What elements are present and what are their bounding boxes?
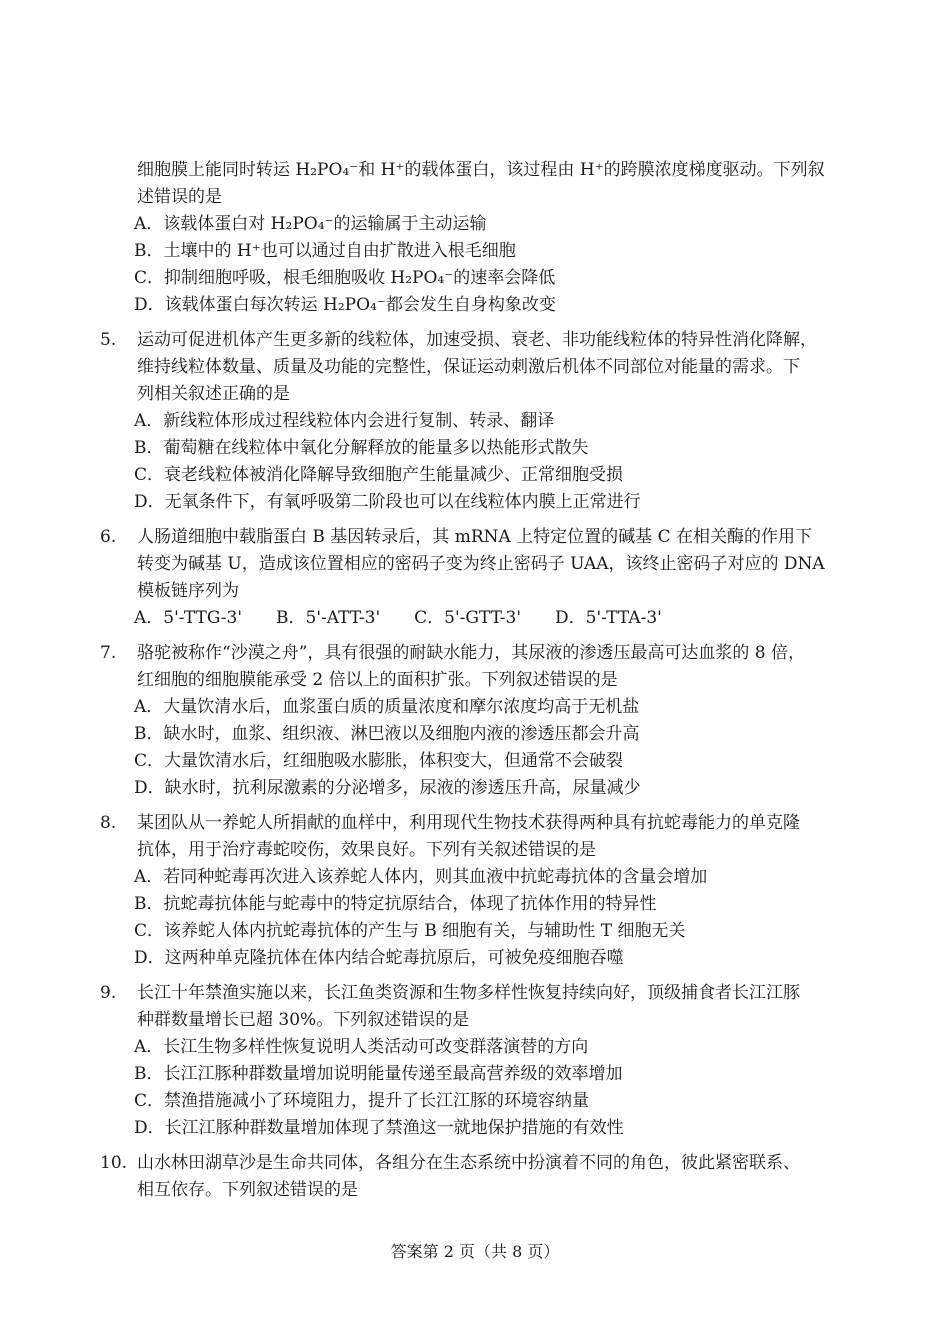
question-stem-line: 红细胞的细胞膜能承受 2 倍以上的面积扩张。下列叙述错误的是 bbox=[137, 670, 618, 690]
question-7 bbox=[100, 640, 860, 802]
question-4-continued bbox=[100, 157, 860, 319]
question-text bbox=[100, 640, 860, 667]
option-d: D．缺水时，抗利尿激素的分泌增多，尿液的渗透压升高，尿量减少 bbox=[134, 778, 641, 798]
question-10 bbox=[100, 1150, 860, 1204]
question-text bbox=[100, 524, 860, 551]
question-number: 8. bbox=[100, 813, 117, 833]
option-b: B．土壤中的 H⁺也可以通过自由扩散进入根毛细胞 bbox=[134, 241, 516, 261]
option-a: A．该载体蛋白对 H₂PO₄⁻的运输属于主动运输 bbox=[134, 214, 487, 234]
option-c: C．衰老线粒体被消化降解导致细胞产生能量减少、正常细胞受损 bbox=[134, 465, 624, 485]
question-stem-line: 相互依存。下列叙述错误的是 bbox=[137, 1180, 358, 1200]
question-stem-line: 种群数量增长已超 30%。下列叙述错误的是 bbox=[137, 1010, 470, 1030]
option-c: C．该养蛇人体内抗蛇毒抗体的产生与 B 细胞有关，与辅助性 T 细胞无关 bbox=[134, 921, 686, 941]
question-text bbox=[100, 810, 860, 837]
question-stem-line: 转变为碱基 U，造成该位置相应的密码子变为终止密码子 UAA，该终止密码子对应的 DNA bbox=[137, 554, 825, 574]
option-b: B．缺水时，血浆、组织液、淋巴液以及细胞内液的渗透压都会升高 bbox=[134, 724, 640, 744]
option-b: B．长江江豚种群数量增加说明能量传递至最高营养级的效率增加 bbox=[134, 1064, 623, 1084]
option-c: C．抑制细胞呼吸，根毛细胞吸收 H₂PO₄⁻的速率会降低 bbox=[134, 268, 556, 288]
question-stem-line: 山水林田湖草沙是生命共同体，各组分在生态系统中扮演着不同的角色，彼此紧密联系、 bbox=[137, 1153, 800, 1173]
option-a: A．长江生物多样性恢复说明人类活动可改变群落演替的方向 bbox=[134, 1037, 589, 1057]
question-stem-line: 模板链序列为 bbox=[137, 581, 239, 601]
question-text bbox=[100, 1150, 860, 1177]
option-a: A．新线粒体形成过程线粒体内会进行复制、转录、翻译 bbox=[134, 411, 555, 431]
option-d: D．该载体蛋白每次转运 H₂PO₄⁻都会发生自身构象改变 bbox=[134, 295, 556, 315]
question-text bbox=[100, 327, 860, 354]
question-stem-line: 维持线粒体数量、质量及功能的完整性，保证运动刺激后机体不同部位对能量的需求。下 bbox=[137, 357, 800, 377]
option-c: C．大量饮清水后，红细胞吸水膨胀，体积变大，但通常不会破裂 bbox=[134, 751, 624, 771]
option-d: D．长江江豚种群数量增加体现了禁渔这一就地保护措施的有效性 bbox=[134, 1118, 624, 1138]
option-b: B．抗蛇毒抗体能与蛇毒中的特定抗原结合，体现了抗体作用的特异性 bbox=[134, 894, 657, 914]
question-stem-line: 某团队从一养蛇人所捐献的血样中，利用现代生物技术获得两种具有抗蛇毒能力的单克隆 bbox=[137, 813, 800, 833]
page-content bbox=[100, 157, 860, 1204]
question-number: 10. bbox=[100, 1153, 128, 1173]
option-b: B．葡萄糖在线粒体中氧化分解释放的能量多以热能形式散失 bbox=[134, 438, 589, 458]
question-number: 7. bbox=[100, 643, 117, 663]
question-stem-line: 长江十年禁渔实施以来，长江鱼类资源和生物多样性恢复持续向好，顶级捕食者长江江豚 bbox=[137, 983, 800, 1003]
option-c: C．5'-GTT-3' bbox=[414, 608, 521, 628]
option-d: D．这两种单克隆抗体在体内结合蛇毒抗原后，可被免疫细胞吞噬 bbox=[134, 948, 624, 968]
question-stem-line: 抗体，用于治疗毒蛇咬伤，效果良好。下列有关叙述错误的是 bbox=[137, 840, 596, 860]
option-c: C．禁渔措施减小了环境阻力，提升了长江江豚的环境容纳量 bbox=[134, 1091, 590, 1111]
question-8 bbox=[100, 810, 860, 972]
option-d: D．无氧条件下，有氧呼吸第二阶段也可以在线粒体内膜上正常进行 bbox=[134, 492, 641, 512]
question-text: 细胞膜上能同时转运 H₂PO₄⁻和 H⁺的载体蛋白，该过程由 H⁺的跨膜浓度梯度驱动。下列叙 bbox=[137, 160, 825, 180]
question-text: 述错误的是 bbox=[137, 187, 222, 207]
question-stem-line: 人肠道细胞中载脂蛋白 B 基因转录后，其 mRNA 上特定位置的碱基 C 在相关酶的作用下 bbox=[137, 527, 812, 547]
question-number: 5. bbox=[100, 330, 117, 350]
question-5 bbox=[100, 327, 860, 516]
option-d: D．5'-TTA-3' bbox=[555, 608, 662, 628]
option-a: A．大量饮清水后，血浆蛋白质的质量浓度和摩尔浓度均高于无机盐 bbox=[134, 697, 640, 717]
question-stem-line: 列相关叙述正确的是 bbox=[137, 384, 290, 404]
option-a: A．若同种蛇毒再次进入该养蛇人体内，则其血液中抗蛇毒抗体的含量会增加 bbox=[134, 867, 708, 887]
options-row bbox=[100, 605, 860, 632]
option-b: B．5'-ATT-3' bbox=[276, 608, 381, 628]
option-a: A．5'-TTG-3' bbox=[134, 608, 243, 628]
question-text bbox=[100, 980, 860, 1007]
question-6 bbox=[100, 524, 860, 632]
page-footer: 答案第 2 页（共 8 页） bbox=[390, 1242, 560, 1261]
question-number: 9. bbox=[100, 983, 117, 1003]
question-stem-line: 运动可促进机体产生更多新的线粒体，加速受损、衰老、非功能线粒体的特异性消化降解， bbox=[137, 330, 817, 350]
question-9 bbox=[100, 980, 860, 1142]
question-number: 6. bbox=[100, 527, 117, 547]
question-stem-line: 骆驼被称作“沙漠之舟”，具有很强的耐缺水能力，其尿液的渗透压最高可达血浆的 8 倍， bbox=[137, 643, 806, 663]
